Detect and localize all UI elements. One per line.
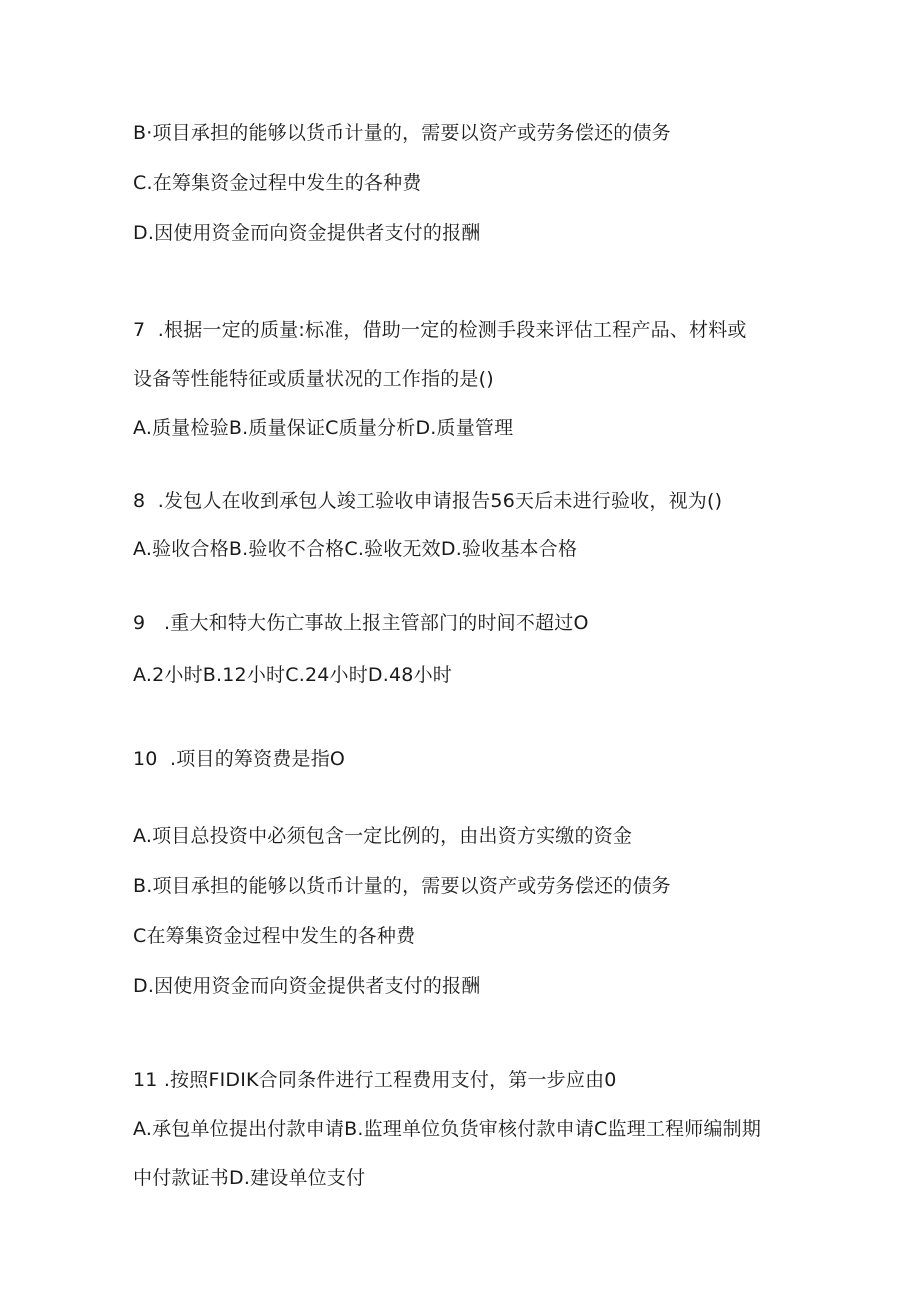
option-c-q6: C.在筹集资金过程中发生的各种费 bbox=[133, 172, 422, 194]
question-9-options: A.2小时B.12小时C.24小时D.48小时 bbox=[133, 664, 452, 686]
question-7-options: A.质量检验B.质量保证C质量分析D.质量管理 bbox=[133, 417, 514, 439]
question-10-option-a: A.项目总投资中必须包含一定比例的，由出资方实缴的资金 bbox=[133, 825, 633, 847]
question-11-options-line-1: A.承包单位提出付款申请B.监理单位负货审核付款申请C监理工程师编制期 bbox=[133, 1118, 762, 1140]
question-10-option-d: D.因使用资金而向资金提供者支付的报酬 bbox=[133, 975, 481, 997]
option-d-q6: D.因使用资金而向资金提供者支付的报酬 bbox=[133, 222, 481, 244]
option-b-q6: B·项目承担的能够以货币计量的，需要以资产或劳务偿还的债务 bbox=[133, 122, 671, 144]
question-7-line-1: 7 .根据一定的质量:标准，借助一定的检测手段来评估工程产品、材料或 bbox=[133, 319, 747, 341]
question-9: 9 .重大和特大伤亡事故上报主管部门的时间不超过O bbox=[133, 612, 589, 634]
question-8-options: A.验收合格B.验收不合格C.验收无效D.验收基本合格 bbox=[133, 538, 578, 560]
question-11-options-line-2: 中付款证书D.建设单位支付 bbox=[133, 1167, 366, 1189]
question-10: 10 .项目的筹资费是指O bbox=[133, 748, 346, 770]
question-7-line-2: 设备等性能特征或质量状况的工作指的是() bbox=[133, 368, 494, 390]
question-11: 11 .按照FIDIK合同条件进行工程费用支付，第一步应由0 bbox=[133, 1069, 617, 1091]
question-8: 8 .发包人在收到承包人竣工验收申请报告56天后未进行验收，视为() bbox=[133, 490, 723, 512]
question-10-option-c: C在筹集资金过程中发生的各种费 bbox=[133, 925, 416, 947]
question-10-option-b: B.项目承担的能够以货币计量的，需要以资产或劳务偿还的债务 bbox=[133, 875, 671, 897]
